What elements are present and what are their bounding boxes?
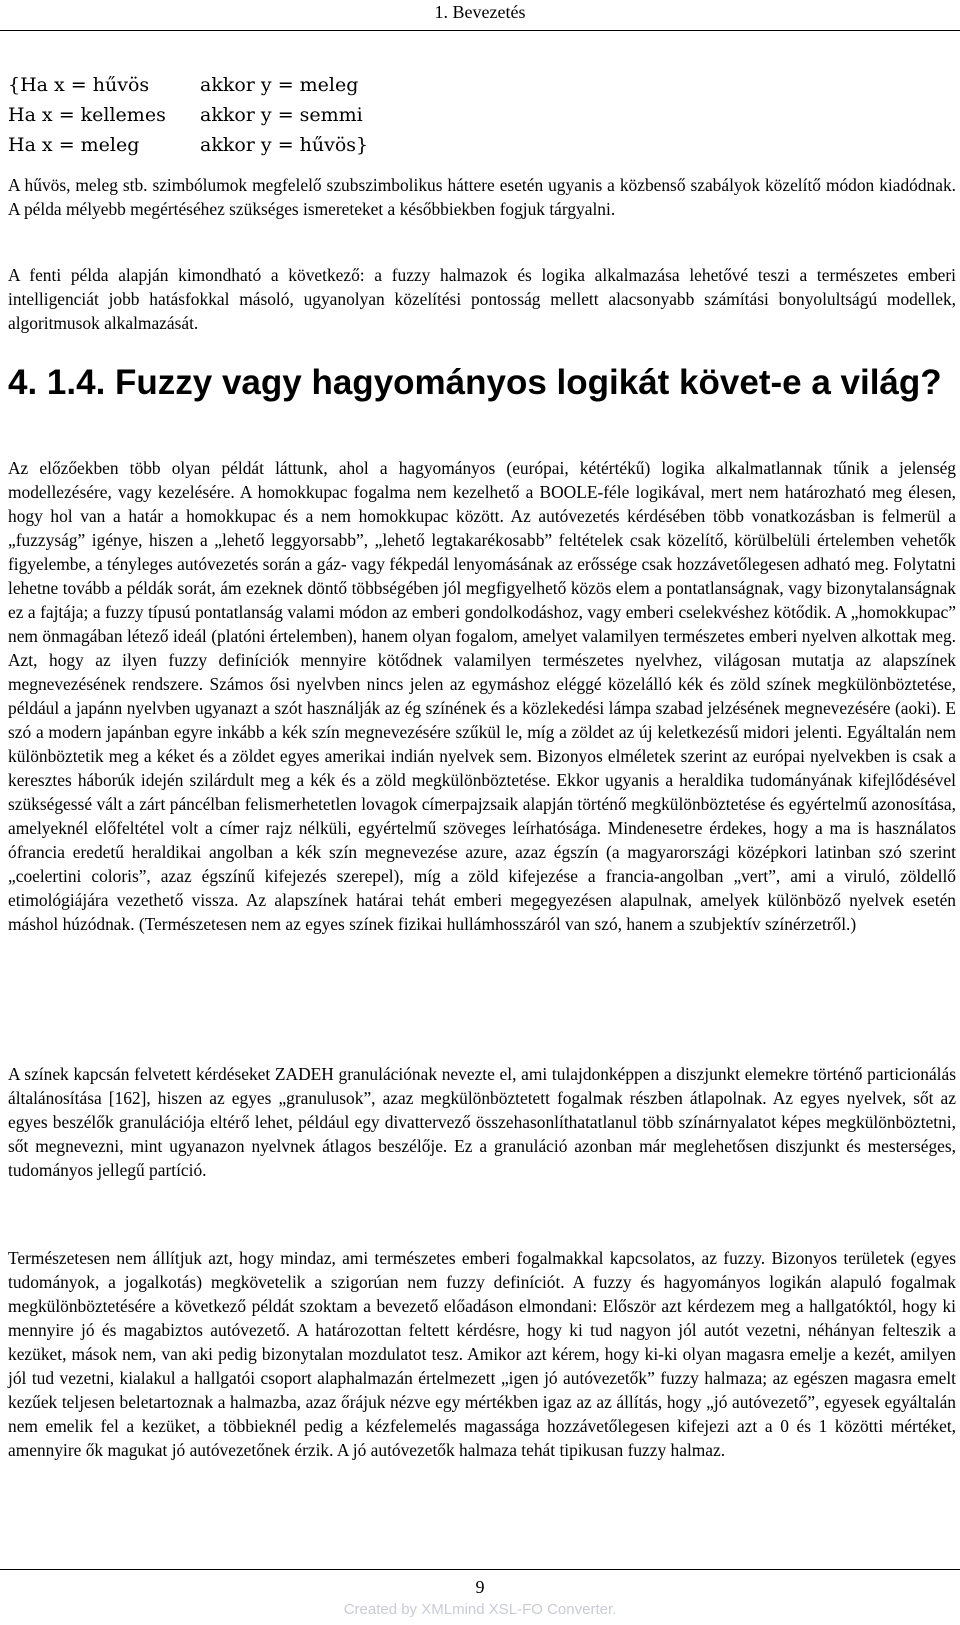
formula-condition: {Ha x = hűvös [8, 74, 150, 96]
section-heading: 4. 1.4. Fuzzy vagy hagyományos logikát követ-e a világ? [8, 363, 942, 402]
formula-result: akkor y = hűvös} [200, 134, 369, 156]
formula-row [8, 130, 368, 160]
paragraph: Az előzőekben több olyan példát láttunk, ahol a hagyományos (európai, kétértékű) logika alkalmatlannak tűnik a jelenség modellezésére, vagy kezelésére. A homokkupac fogalma nem kezelhető a BOOLE-féle logikával, mert nem határozható meg élesen, hogy hol van a határ a homokkupac és a nem homokkupac között. Az autóvezetés kérdésében több vonatkozásban is felmerül a „fuzzyság” igénye, hiszen a „lehető leggyorsabb”, „lehető legtakarékosabb” feltételek csak közelítő, körülbelüli értelemben vehetők figyelembe, a tényleges autóvezetés során a gáz- vagy fékpedál lenyomásának az erőssége csak hozzávetőlegesen adható meg. Folytatni lehetne tovább a példák sorát, ám ezeknek döntő többségében jól megfigyelhető közös elem a pontatlanságnak, vagy bizonytalanságnak ez a fajtája; a fuzzy típusú pontatlanság valami módon az emberi gondolkodáshoz, vagy emberi cselekvéshez kötődik. A „homokkupac” nem önmagában létező ideál (platóni értelemben), hanem olyan fogalom, amelyet valamilyen természetes emberi nyelven alkottak meg. Azt, hogy az ilyen fuzzy definíciók mennyire kötődnek valamilyen természetes nyelvhez, világosan mutatja az alapszínek megnevezésének rendszere. Számos ősi nyelvben nincs jelen az egymáshoz eléggé közelálló kék és zöld színek megkülönböztetése, például a japánn nyelvben ugyanazt a szót használják az ég színének és a közlekedési lámpa szabad jelzésének megnevezésére (aoki). E szó a modern japánban egyre inkább a kék szín megnevezésére szűkül le, míg a zöldet az új keletkezésű midori jelenti. Egyáltalán nem különböztetik meg a kéket és a zöldet egyes amerikai indián nyelvek sem. Bizonyos elméletek szerint az európai nyelvekben is csak a keresztes háborúk idején szilárdult meg a kék és a zöld megkülönböztetése. Ekkor ugyanis a heraldika tudományának kifejlődésével szükségessé vált a zárt páncélban felismerhetetlen lovagok címerpajzsaik alapján történő megkülönböztetése és egyértelmű azonosítása, amelyeknél előfeltétel volt a címer rajz nélküli, egyértelmű szöveges leírhatósága. Mindenesetre érdekes, hogy a ma is használatos ófrancia eredetű heraldikai angolban a kék szín megnevezése azure, azaz égszín (a magyarországi középkori latinban szó szerint „coelertini coloris”, azaz égszínű kifejezés szerepel), míg a zöld kifejezése a francia-angolban „vert”, ami a viruló, zöldellő etimológiájára vezethető vissza. Az alapszínek határai tehát emberi megegyezésen alapulnak, amelyek különböző nyelvek esetén máshol húzódnak. (Természetesen nem az egyes színek fizikai hullámhosszáról van szó, hanem a szubjektív színérzetről.) [8, 458, 956, 934]
formula-result: akkor y = meleg [200, 74, 359, 96]
formula-condition: Ha x = meleg [8, 134, 140, 156]
paragraph: A fenti példa alapján kimondható a következő: a fuzzy halmazok és logika alkalmazása lehetővé teszi a természetes emberi intelligenciát jobb hatásfokkal másoló, ugyanolyan közelítési pontosság mellett alacsonyabb számítási bonyolultságú modellek, algoritmusok alkalmazását. [8, 265, 956, 333]
formula-row [8, 100, 368, 130]
rule-formula [8, 70, 368, 160]
running-header: 1. Bevezetés [434, 2, 526, 22]
footer-rule [0, 1569, 960, 1570]
header-rule [0, 30, 960, 31]
paragraph: A színek kapcsán felvetett kérdéseket ZADEH granulációnak nevezte el, ami tulajdonképpen a diszjunkt elemekre történő particionálás általánosítása [162], hiszen az egyes „granulusok”, azaz megkülönböztetett fogalmak részben átlapolnak. Az egyes nyelvek, sőt az egyes beszélők granulációja eltérő lehet, például egy divattervező összehasonlíthatatlanul több színárnyalatot képes megkülönböztetni, sőt megnevezni, mint ugyanazon nyelvnek átlagos beszélője. Ez a granuláció azonban már meglehetősen diszjunkt és mesterséges, tudományos jellegű partíció. [8, 1064, 956, 1180]
formula-result: akkor y = semmi [200, 104, 363, 126]
page-number: 9 [475, 1577, 485, 1597]
paragraph: Természetesen nem állítjuk azt, hogy mindaz, ami természetes emberi fogalmakkal kapcsolatos, az fuzzy. Bizonyos területek (egyes tudományok, a jogalkotás) megkövetelik a szigorúan nem fuzzy definíciót. A fuzzy és hagyományos logikán alapuló fogalmak megkülönböztetésére a következő példát szoktam a bevezető előadáson elmondani: Először azt kérdezem meg a hallgatóktól, hogy ki mennyire jó és magabiztos autóvezető. A határozottan feltett kérdésre, hogy ki tud nagyon jól autót vezetni, néhányan felteszik a kezüket, mások nem, van aki pedig bizonytalan mozdulatot tesz. Amikor azt kérem, hogy ki-ki olyan magasra emelje a kezét, amilyen jól tud vezetni, kialakul a hallgatói csoport alaphalmazán értelmezett „igen jó autóvezetők” fuzzy halmaza; az egészen magasra emelt kezűek teljesen beletartoznak a halmazba, azaz őrájuk nézve egy mértékben igaz az az állítás, hogy „jó autóvezető”, egyesek egyáltalán nem emelik fel a kezüket, a többieknél pedig a kézfelemelés magassága hozzávetőlegesen kifejezi azt a 0 és 1 közötti mértéket, amennyire ők magukat jó autóvezetőnek érzik. A jó autóvezetők halmaza tehát tipikusan fuzzy halmaz. [8, 1248, 956, 1460]
formula-condition: Ha x = kellemes [8, 104, 166, 126]
paragraph: A hűvös, meleg stb. szimbólumok megfelelő szubszimbolikus háttere esetén ugyanis a közbenső szabályok közelítő módon kiadódnak. A példa mélyebb megértéséhez szükséges ismereteket a későbbiekben fogjuk tárgyalni. [8, 175, 956, 219]
converter-watermark: Created by XMLmind XSL-FO Converter. [343, 1601, 617, 1618]
formula-row [8, 70, 368, 100]
